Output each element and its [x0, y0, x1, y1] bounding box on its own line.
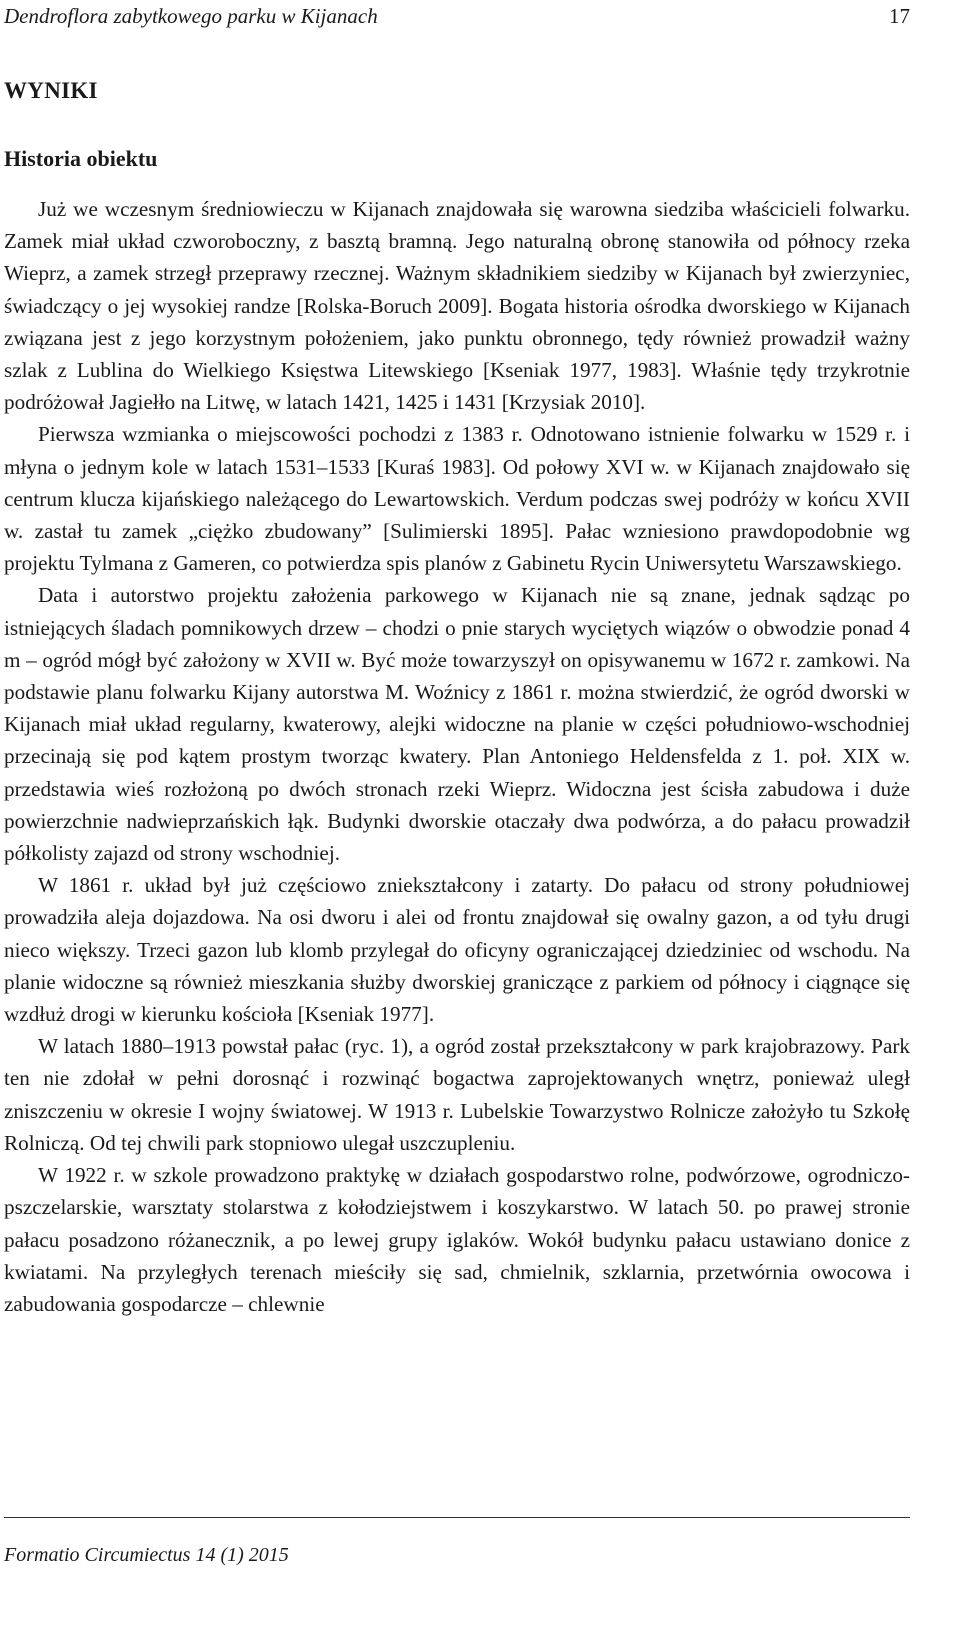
- paragraph-2: Pierwsza wzmianka o miejscowości pochodzi z 1383 r. Odnotowano istnienie folwarku w 1529 r. i młyna o jednym kole w latach 1531–1533 [Kuraś 1983]. Od połowy XVI w. w Kijanach znajdowało się centrum klucza kijańskiego należącego do Lewartowskich. Verdum podczas swej podróży w końcu XVII w. zastał tu zamek „ciężko zbudowany” [Sulimierski 1895]. Pałac wzniesiono prawdopodobnie wg projektu Tylmana z Gameren, co potwierdza spis planów z Gabinetu Rycin Uniwersytetu Warszawskiego.: [4, 422, 910, 576]
- footer-journal: Formatio Circumiectus 14 (1) 2015: [4, 1544, 289, 1566]
- running-title: Dendroflora zabytkowego parku w Kijanach: [4, 4, 378, 28]
- running-header: [4, 2, 910, 30]
- paragraph-4: W 1861 r. układ był już częściowo zniekształcony i zatarty. Do pałacu od strony południowej prowadziła aleja dojazdowa. Na osi dworu i alei od frontu znajdował się owalny gazon, a od tyłu drugi nieco większy. Trzeci gazon lub klomb przylegał do oficyny ograniczającej dziedziniec od wschodu. Na planie widoczne są również mieszkania służby dworskiej graniczące z parkiem od północy i ciągnące się wzdłuż drogi w kierunku kościoła [Kseniak 1977].: [4, 873, 910, 1027]
- paragraph-3: Data i autorstwo projektu założenia parkowego w Kijanach nie są znane, jednak sądząc po istniejących śladach pomnikowych drzew – chodzi o pnie starych wyciętych wiązów o obwodzie ponad 4 m – ogród mógł być założony w XVII w. Być może towarzyszył on opisywanemu w 1672 r. zamkowi. Na podstawie planu folwarku Kijany autorstwa M. Woźnicy z 1861 r. można stwierdzić, że ogród dworski w Kijanach miał układ regularny, kwaterowy, alejki widoczne na planie w części południowo-wschodniej przecinają się pod kątem prostym tworząc kwatery. Plan Antoniego Heldensfelda z 1. poł. XIX w. przedstawia wieś rozłożoną po dwóch stronach rzeki Wieprz. Widoczna jest ścisła zabudowa i duże powierzchnie nadwieprzańskich łąk. Budynki dworskie otaczały dwa podwórza, a do pałacu prowadził półkolisty zajazd od strony wschodniej.: [4, 583, 910, 866]
- body-text: [4, 193, 910, 1320]
- page-number: 17: [889, 4, 910, 28]
- section-title: WYNIKI: [4, 78, 98, 103]
- footer-rule: [4, 1517, 910, 1518]
- paragraph-5: W latach 1880–1913 powstał pałac (ryc. 1), a ogród został przekształcony w park krajobrazowy. Park ten nie zdołał w pełni dorosnąć i rozwinąć bogactwa zaprojektowanych wnętrz, ponieważ uległ zniszczeniu w okresie I wojny światowej. W 1913 r. Lubelskie Towarzystwo Rolnicze założyło tu Szkołę Rolniczą. Od tej chwili park stopniowo ulegał uszczupleniu.: [4, 1034, 910, 1155]
- subsection-title: Historia obiektu: [4, 146, 158, 171]
- paragraph-1: Już we wczesnym średniowieczu w Kijanach znajdowała się warowna siedziba właścicieli folwarku. Zamek miał układ czworoboczny, z basztą bramną. Jego naturalną obronę stanowiła od północy rzeka Wieprz, a zamek strzegł przeprawy rzecznej. Ważnym składnikiem siedziby w Kijanach był zwierzyniec, świadczący o jej wysokiej randze [Rolska-Boruch 2009]. Bogata historia ośrodka dworskiego w Kijanach związana jest z jego korzystnym położeniem, jako punktu obronnego, tędy również prowadził ważny szlak z Lublina do Wielkiego Księstwa Litewskiego [Kseniak 1977, 1983]. Właśnie tędy trzykrotnie podróżował Jagiełło na Litwę, w latach 1421, 1425 i 1431 [Krzysiak 2010].: [4, 197, 910, 415]
- paragraph-6: W 1922 r. w szkole prowadzono praktykę w działach gospodarstwo rolne, podwórzowe, ogrodniczo-pszczelarskie, warsztaty stolarstwa z kołodziejstwem i koszykarstwo. W latach 50. po prawej stronie pałacu posadzono różanecznik, a po lewej grupy iglaków. Wokół budynku pałacu ustawiano donice z kwiatami. Na przyległych terenach mieściły się sad, chmielnik, szklarnia, przetwórnia owocowa i zabudowania gospodarcze – chlewnie: [4, 1163, 910, 1316]
